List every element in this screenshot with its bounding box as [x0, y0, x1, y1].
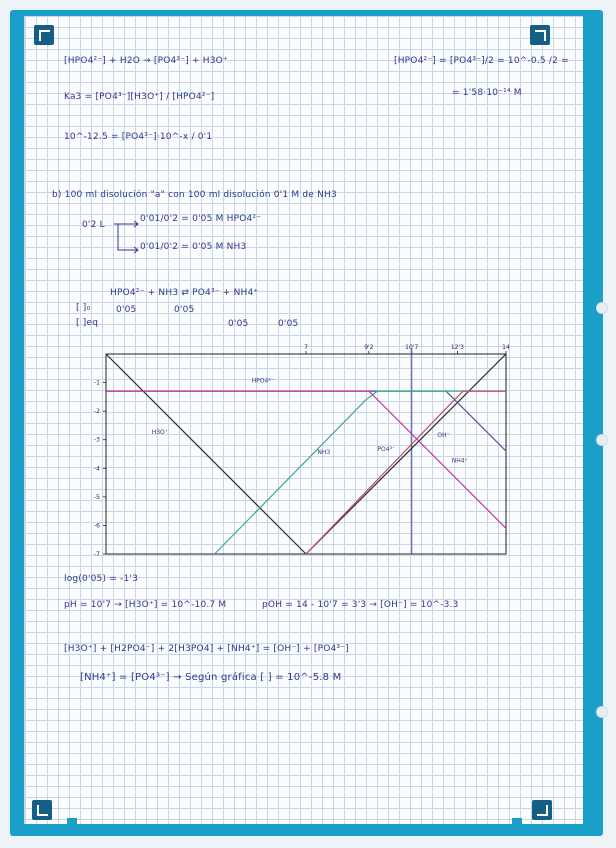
logarithmic-diagram	[60, 334, 530, 564]
binder-hole-icon	[596, 434, 608, 446]
series-label: OH⁻	[437, 431, 450, 439]
corner-marker-icon	[532, 800, 552, 820]
series-line	[106, 391, 506, 528]
corner-marker-icon	[32, 800, 52, 820]
dilution-arrows	[112, 220, 142, 254]
binder-hole-icon	[596, 302, 608, 314]
corner-marker-icon	[34, 25, 54, 45]
note-conclusion: [NH4⁺] = [PO4³⁻] → Según gráfica [ ] = 10^-5.8 M	[80, 672, 342, 683]
y-tick-label: -4	[94, 465, 100, 473]
note-dilution-line1: 0'01/0'2 = 0'05 M HPO4²⁻	[140, 214, 262, 224]
note-log-line: log(0'05) = -1'3	[64, 574, 139, 584]
series-label: PO4³⁻	[377, 446, 396, 454]
note-line1-right: [HPO4²⁻] = [PO4³⁻]/2 = 10^-0.5 /2 =	[394, 56, 569, 66]
note-kb-expression: Ka3 = [PO4³⁻][H3O⁺] / [HPO4²⁻]	[64, 92, 215, 102]
note-dilution-line2: 0'01/0'2 = 0'05 M NH3	[140, 242, 247, 252]
square-marker-icon	[512, 818, 522, 828]
note-part-b: b) 100 ml disolución "a" con 100 ml disolución 0'1 M de NH3	[52, 190, 337, 200]
series-label: NH3	[317, 449, 331, 456]
square-marker-icon	[67, 818, 77, 828]
note-row-eq-label: [ ]eq	[76, 318, 99, 328]
series-line	[215, 391, 506, 554]
note-line1-left: [HPO4²⁻] + H2O → [PO4³⁻] + H3O⁺	[64, 56, 228, 66]
series-line	[306, 354, 506, 554]
note-dilution-start: 0'2 L	[82, 220, 105, 230]
note-ka3-expression: 10^-12.5 = [PO4³⁻]·10^-x / 0'1	[64, 132, 213, 142]
series-label: NH4⁺	[451, 457, 468, 465]
y-tick-label: -2	[94, 408, 100, 416]
note-poh-line: pOH = 14 - 10'7 = 3'3 → [OH⁻] = 10^-3.3	[262, 600, 459, 610]
binder-hole-icon	[596, 706, 608, 718]
x-tick-label: 12'3	[450, 344, 464, 351]
plot-area	[106, 354, 506, 554]
note-row-c0-value: 0'05	[116, 305, 137, 315]
note-reaction: HPO4²⁻ + NH3 ⇄ PO4³⁻ + NH4⁺	[110, 288, 259, 298]
series-line	[106, 354, 306, 554]
note-row-c0-label: [ ]₀	[76, 303, 91, 313]
note-ph-line: pH = 10'7 → [H3O⁺] = 10^-10.7 M	[64, 600, 227, 610]
note-mass-balance: [H3O⁺] + [H2PO4⁻] + 2[H3PO4] + [NH4⁺] = [OH⁻] + [PO4³⁻]	[64, 644, 349, 654]
series-label: H3O⁺	[151, 429, 168, 436]
series-label: HPO4²⁻	[251, 377, 274, 385]
x-tick-label: 10'7	[405, 344, 419, 351]
series-line	[306, 391, 506, 554]
y-tick-label: -3	[94, 436, 100, 444]
y-tick-label: -6	[94, 522, 100, 530]
x-tick-label: 7	[304, 344, 308, 351]
y-tick-label: -5	[94, 493, 100, 501]
x-tick-label: 9'2	[364, 344, 374, 351]
note-row-c0-value: 0'05	[174, 305, 195, 315]
note-line1-value: = 1'58·10⁻¹⁴ M	[452, 88, 522, 98]
note-row-eq-value: 0'05	[278, 319, 299, 329]
y-tick-label: -7	[94, 551, 100, 558]
x-tick-label: 14	[502, 344, 510, 351]
y-tick-label: -1	[94, 379, 100, 387]
note-row-eq-value: 0'05	[228, 319, 249, 329]
corner-marker-icon	[530, 25, 550, 45]
